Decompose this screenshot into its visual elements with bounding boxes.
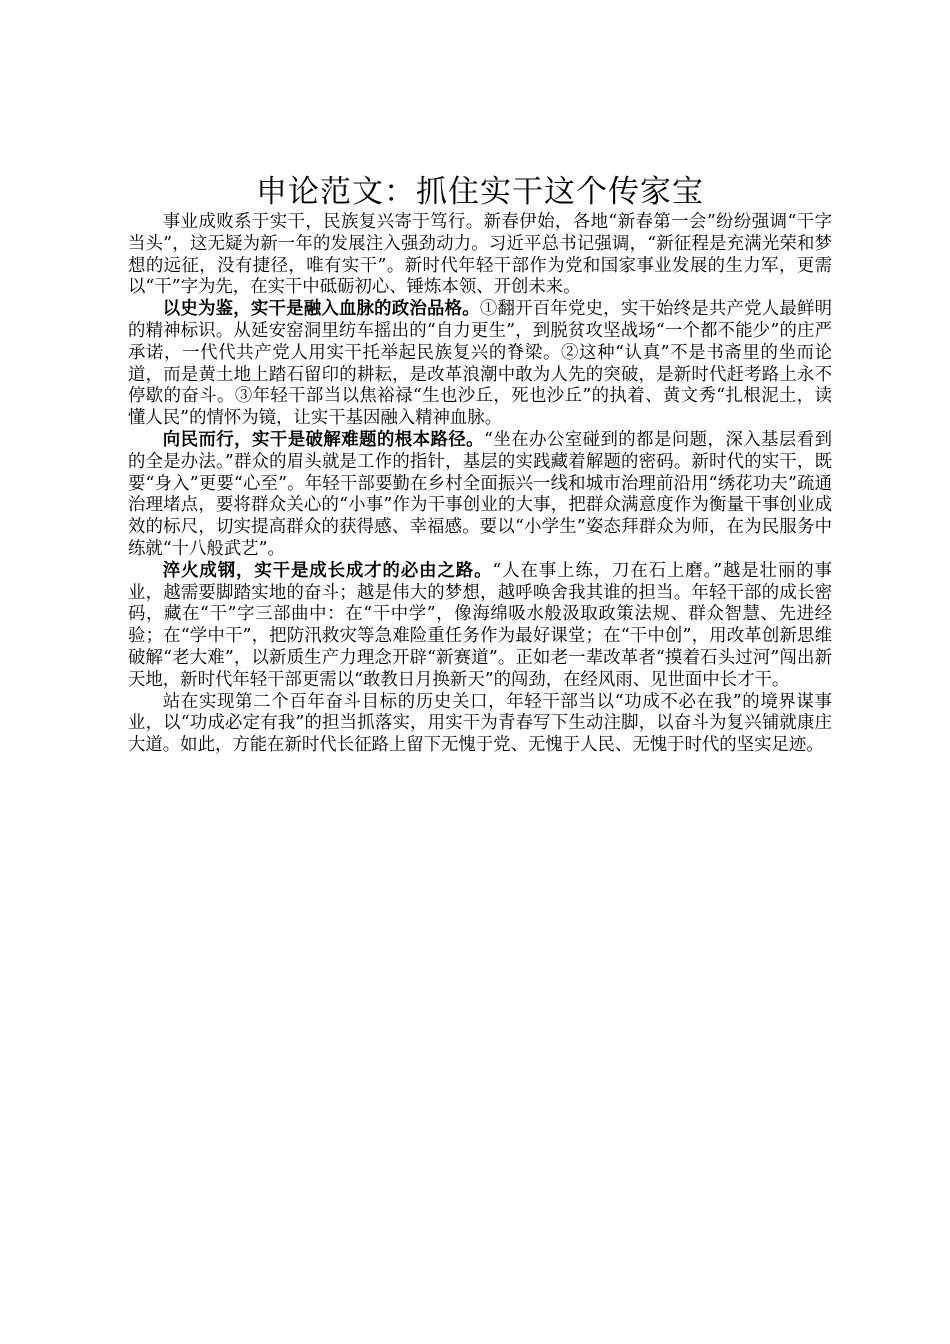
paragraph-growth xyxy=(128,561,832,692)
paragraph-lead: 向民而行，实干是破解难题的根本路径。 xyxy=(162,429,485,450)
article-body xyxy=(128,172,832,757)
paragraph-text: 事业成败系于实干，民族复兴寄于笃行。新春伊始，各地“新春第一会”纷纷强调“干字当头”，这无疑为新一年的发展注入强劲动力。习近平总书记强调，“新征程是充满光荣和梦想的远征，没有捷径，唯有实干”。新时代年轻干部作为党和国家事业发展的生力军，更需以“干”字为先，在实干中砥砺初心、锤炼本领、开创未来。 xyxy=(128,212,832,298)
paragraph-text: “人在事上练，刀在石上磨。”越是壮丽的事业，越需要脚踏实地的奋斗；越是伟大的梦想，越呼唤舍我其谁的担当。年轻干部的成长密码，藏在“干”字三部曲中：在“干中学”，像海绵吸水般汲取政策法规、群众智慧、先进经验；在“学中干”，把防汛救灾等急难险重任务作为最好课堂；在“干中创”，用改革创新思维破解“老大难”，以新质生产力理念开辟“新赛道”。正如老一辈改革者“摸着石头过河”闯出新天地，新时代年轻干部更需以“敢教日月换新天”的闯劲，在经风雨、见世面中长才干。 xyxy=(128,560,832,690)
paragraph-lead: 以史为鉴，实干是融入血脉的政治品格。 xyxy=(162,299,480,320)
paragraph-text: 站在实现第二个百年奋斗目标的历史关口，年轻干部当以“功成不必在我”的境界谋事业，以“功成必定有我”的担当抓落实，用实干为青春写下生动注脚，以奋斗为复兴铺就康庄大道。如此，方能在新时代长征路上留下无愧于党、无愧于人民、无愧于时代的坚实足迹。 xyxy=(128,691,832,756)
paragraph-lead: 淬火成钢，实干是成长成才的必由之路。 xyxy=(162,560,493,581)
page-title: 申论范文：抓住实干这个传家宝 xyxy=(256,174,704,210)
paragraph-history xyxy=(128,299,832,430)
paragraph-text: ①翻开百年党史，实干始终是共产党人最鲜明的精神标识。从延安窑洞里纺车摇出的“自力更生”，到脱贫攻坚战场“一个都不能少”的庄严承诺，一代代共产党人用实干托举起民族复兴的脊梁。②这种“认真”不是书斋里的坐而论道，而是黄土地上踏石留印的耕耘，是改革浪潮中敢为人先的突破，是新时代赶考路上永不停歇的奋斗。③年轻干部当以焦裕禄“生也沙丘，死也沙丘”的执着、黄文秀“扎根泥土，读懂人民”的情怀为镜，让实干基因融入精神血脉。 xyxy=(128,299,832,429)
paragraph-text: “坐在办公室碰到的都是问题，深入基层看到的全是办法。”群众的眉头就是工作的指针，基层的实践藏着解题的密码。新时代的实干，既要“身入”更要“心至”。年轻干部要勤在乡村全面振兴一线和城市治理前沿用“绣花功夫”疏通治理堵点，要将群众关心的“小事”作为干事创业的大事，把群众满意度作为衡量干事创业成效的标尺，切实提高群众的获得感、幸福感。要以“小学生”姿态拜群众为师，在为民服务中练就“十八般武艺”。 xyxy=(128,429,832,559)
paragraph-people xyxy=(128,430,832,561)
paragraph-conclusion xyxy=(128,692,832,757)
paragraph-intro xyxy=(128,212,832,299)
